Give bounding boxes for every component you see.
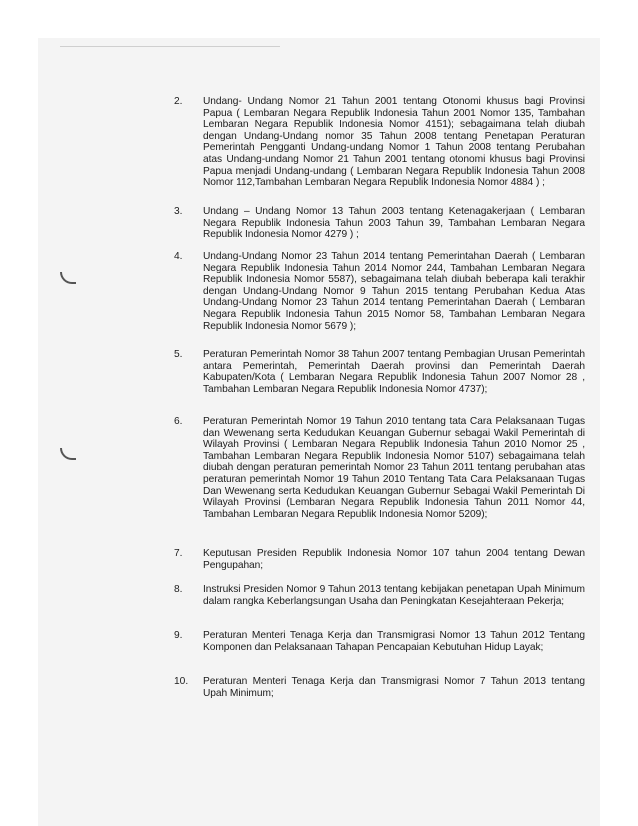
item-number: 10.	[174, 676, 189, 687]
item-number: 6.	[174, 416, 183, 427]
item-number: 8.	[174, 584, 183, 595]
item-number: 2.	[174, 96, 183, 107]
item-text: Keputusan Presiden Republik Indonesia Nomor 107 tahun 2004 tentang Dewan Pengupahan;	[203, 548, 585, 571]
scan-top-line	[60, 46, 280, 47]
item-text: Peraturan Pemerintah Nomor 19 Tahun 2010 tentang tata Cara Pelaksanaan Tugas dan Wewenang serta Kedudukan Keuangan Gubernur sebagai Wakil Pemerintah di Wilayah Provinsi ( Lembaran Negara Republik Indonesia Tahun 2010 Nomor 25 , Tambahan Lembaran Negara Republik Indonesia Nomor 5107) sebagaimana telah diubah dengan peraturan pemerintah Nomor 23 Tahun 2011 tentang perubahan atas peraturan pemerintah Nomor 19 Tahun 2010 Tentang Tata Cara Pelaksanaan Tugas Dan Wewenang serta Kedudukan Keuangan Gubernur Sebagai Wakil Pemerintah Di Wilayah Provinsi (Lembaran Negara Republik Indonesia Tahun 2011 Nomor 44, Tambahan Lembaran Negara Republik Indonesia Nomor 5209);	[203, 416, 585, 520]
item-text: Peraturan Menteri Tenaga Kerja dan Transmigrasi Nomor 13 Tahun 2012 Tentang Komponen dan Pelaksanaan Tahapan Pencapaian Kebutuhan Hidup Layak;	[203, 630, 585, 653]
item-text: Undang – Undang Nomor 13 Tahun 2003 tentang Ketenagakerjaan ( Lembaran Negara Republik Indonesia Tahun 2003 Tahun 39, Tambahan Lembaran Negara Republik Indonesia Nomor 4279 ) ;	[203, 206, 585, 241]
item-number: 3.	[174, 206, 183, 217]
item-text: Peraturan Menteri Tenaga Kerja dan Transmigrasi Nomor 7 Tahun 2013 tentang Upah Minimum;	[203, 676, 585, 699]
item-number: 4.	[174, 251, 183, 262]
item-number: 7.	[174, 548, 183, 559]
item-text: Undang-Undang Nomor 23 Tahun 2014 tentang Pemerintahan Daerah ( Lembaran Negara Republik Indonesia Tahun 2014 Nomor 244, Tambahan Lembaran Negara Republik Indonesia Nomor 5587), sebagaimana telah diubah beberapa kali terakhir dengan Undang-Undang Nomor 9 Tahun 2015 tentang Perubahan Kedua Atas Undang-Undang Nomor 23 Tahun 2014 tentang Pemerintahan Daerah ( Lembaran Negara Republik Indonesia Tahun 2015 Nomor 58, Tambahan Lembaran Negara Republik Indonesia Nomor 5679 );	[203, 251, 585, 332]
item-number: 5.	[174, 349, 183, 360]
item-number: 9.	[174, 630, 183, 641]
item-text: Peraturan Pemerintah Nomor 38 Tahun 2007 tentang Pembagian Urusan Pemerintah antara Pemerintah, Pemerintah Daerah provinsi dan Pemerintah Daerah Kabupaten/Kota ( Lembaran Negara Republik Indonesia Tahun 2007 Nomor 28 , Tambahan Lembaran Negara Republik Indonesia Nomor 4737);	[203, 349, 585, 395]
item-text: Undang- Undang Nomor 21 Tahun 2001 tentang Otonomi khusus bagi Provinsi Papua ( Lembaran Negara Republik Indonesia Tahun 2001 Nomor 135, Tambahan Lembaran Negara Republik Indonesia Nomor 4151); sebagaimana telah diubah dengan Undang-Undang nomor 35 Tahun 2008 tentang Penetapan Peraturan Pemerintah Pengganti Undang-undang Nomor 1 Tahun 2008 tentang Perubahan atas Undang-undang Nomor 21 Tahun 2001 tentang otonomi khusus bagi Provinsi Papua menjadi Undang-undang ( Lembaran Negara Republik Indonesia Tahun 2008 Nomor 112,Tambahan Lembaran Negara Republik Indonesia Nomor 4884 ) ;	[203, 96, 585, 189]
item-text: Instruksi Presiden Nomor 9 Tahun 2013 tentang kebijakan penetapan Upah Minimum dalam rangka Keberlangsungan Usaha dan Peningkatan Kesejahteraan Pekerja;	[203, 584, 585, 607]
